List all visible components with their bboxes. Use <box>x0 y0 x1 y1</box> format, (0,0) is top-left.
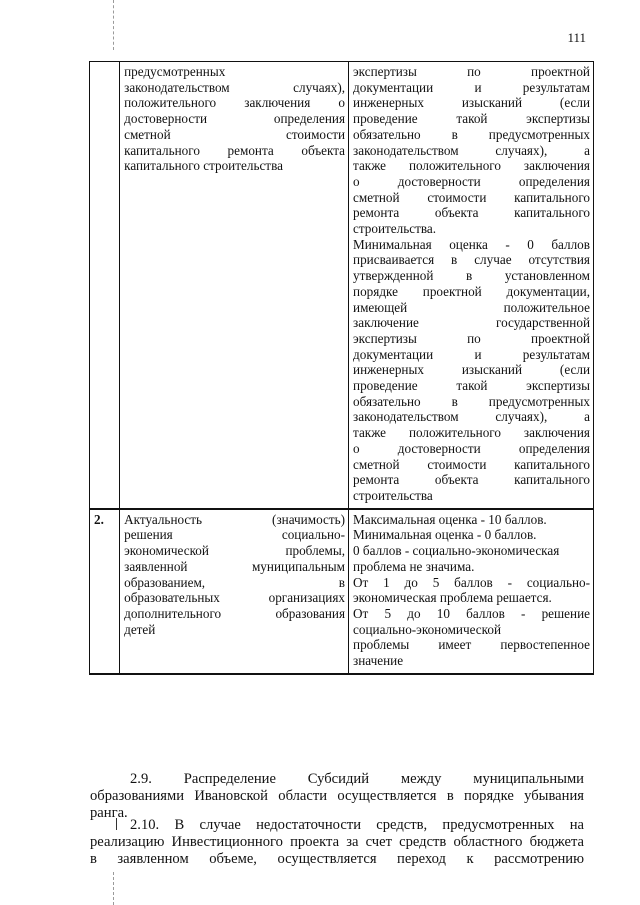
evaluation-text <box>353 512 590 669</box>
criterion-text <box>124 64 345 174</box>
text-line: присваивается в случае отсутствия <box>353 252 590 268</box>
text-line: о достоверности определения <box>353 440 590 456</box>
text-line: Минимальная оценка - 0 баллов <box>353 236 590 252</box>
text-line: ремонта объекта капитального <box>353 472 590 488</box>
text-line: решения социально- <box>124 527 346 543</box>
text-line: проблемы имеет первостепенное <box>353 637 590 653</box>
criterion-text <box>124 512 345 638</box>
text-line: Максимальная оценка - 10 баллов. <box>353 511 547 527</box>
text-line: капитального ремонта объекта <box>124 142 346 158</box>
table-row <box>90 509 594 674</box>
text-line: проведение такой экспертизы <box>353 111 590 127</box>
text-line: значение <box>353 653 404 669</box>
text-line: заявленной муниципальным <box>124 558 346 574</box>
text-line: От 5 до 10 баллов - решение <box>353 605 590 621</box>
table-row <box>90 62 594 509</box>
row-number-cell <box>90 62 120 509</box>
text-line: законодательством случаях), а <box>353 409 590 425</box>
text-line: законодательством случаях), <box>124 79 346 95</box>
evaluation-cell <box>349 62 594 509</box>
text-line: строительства. <box>353 221 437 237</box>
margin-scan-mark-top <box>113 0 114 50</box>
row-number-cell: 2. <box>90 509 120 674</box>
text-line: проведение такой экспертизы <box>353 378 590 394</box>
text-line: сметной стоимости <box>124 126 346 142</box>
text-line: положительного заключения о <box>124 95 346 111</box>
text-line: 0 баллов - социально-экономическая <box>353 543 560 559</box>
criterion-cell <box>120 509 349 674</box>
text-line: инженерных изысканий (если <box>353 95 590 111</box>
text-line: имеющей положительное <box>353 299 590 315</box>
text-line: Минимальная оценка - 0 баллов. <box>353 527 537 543</box>
text-line: экспертизы по проектной <box>353 330 590 346</box>
text-line: социально-экономической <box>353 621 502 637</box>
text-line: строительства <box>353 487 433 503</box>
criteria-table <box>89 61 594 675</box>
text-line: о достоверности определения <box>353 173 590 189</box>
paragraph-first-line: 2.10. В случае недостаточности средств, предусмотренных на <box>130 817 584 833</box>
text-line: сметной стоимости капитального <box>353 456 590 472</box>
text-line: обязательно в предусмотренных <box>353 393 590 409</box>
text-line: также положительного заключения <box>353 158 590 174</box>
text-line: достоверности определения <box>124 111 346 127</box>
text-line: документации и результатам <box>353 346 590 362</box>
text-line: документации и результатам <box>353 79 590 95</box>
paragraph-2-10 <box>90 817 584 868</box>
text-line: ремонта объекта капитального <box>353 205 590 221</box>
text-line: сметной стоимости капитального <box>353 189 590 205</box>
text-line: также положительного заключения <box>353 425 590 441</box>
page-number: 111 <box>567 30 586 45</box>
text-line: в заявленном объеме, осуществляется переход к рассмотрению <box>90 851 584 867</box>
text-line: дополнительного образования <box>124 605 346 621</box>
text-line: образовательных организациях <box>124 590 346 606</box>
text-line: проблема не значима. <box>353 558 475 574</box>
criterion-cell <box>120 62 349 509</box>
text-line: экспертизы по проектной <box>353 64 590 79</box>
text-line: заключение государственной <box>353 315 590 331</box>
margin-scan-mark-bottom <box>113 872 114 905</box>
paragraph-2-9 <box>90 771 584 822</box>
text-line: реализацию Инвестиционного проекта за счет средств областного бюджета <box>90 834 584 850</box>
text-line: От 1 до 5 баллов - социально- <box>353 574 590 590</box>
text-line: обязательно в предусмотренных <box>353 126 590 142</box>
text-line: детей <box>124 621 156 637</box>
text-line: экономической проблемы, <box>124 543 346 559</box>
text-line: порядке проектной документации, <box>353 283 590 299</box>
evaluation-cell <box>349 509 594 674</box>
text-line: утвержденной в установленном <box>353 268 590 284</box>
paragraph-first-line: 2.9. Распределение Субсидий между муниципальными <box>130 771 584 787</box>
evaluation-text <box>353 64 590 504</box>
text-line: образованиями Ивановской области осуществляется в порядке убывания <box>90 788 584 804</box>
text-line: образованием, в <box>124 574 346 590</box>
text-line: экономическая проблема решается. <box>353 590 552 606</box>
text-line: предусмотренных <box>124 64 226 79</box>
text-line: Актуальность (значимость) <box>124 511 346 527</box>
text-line: ранга. <box>90 805 128 821</box>
text-line: капитального строительства <box>124 158 283 174</box>
text-line: инженерных изысканий (если <box>353 362 590 378</box>
text-line: законодательством случаях), а <box>353 142 590 158</box>
